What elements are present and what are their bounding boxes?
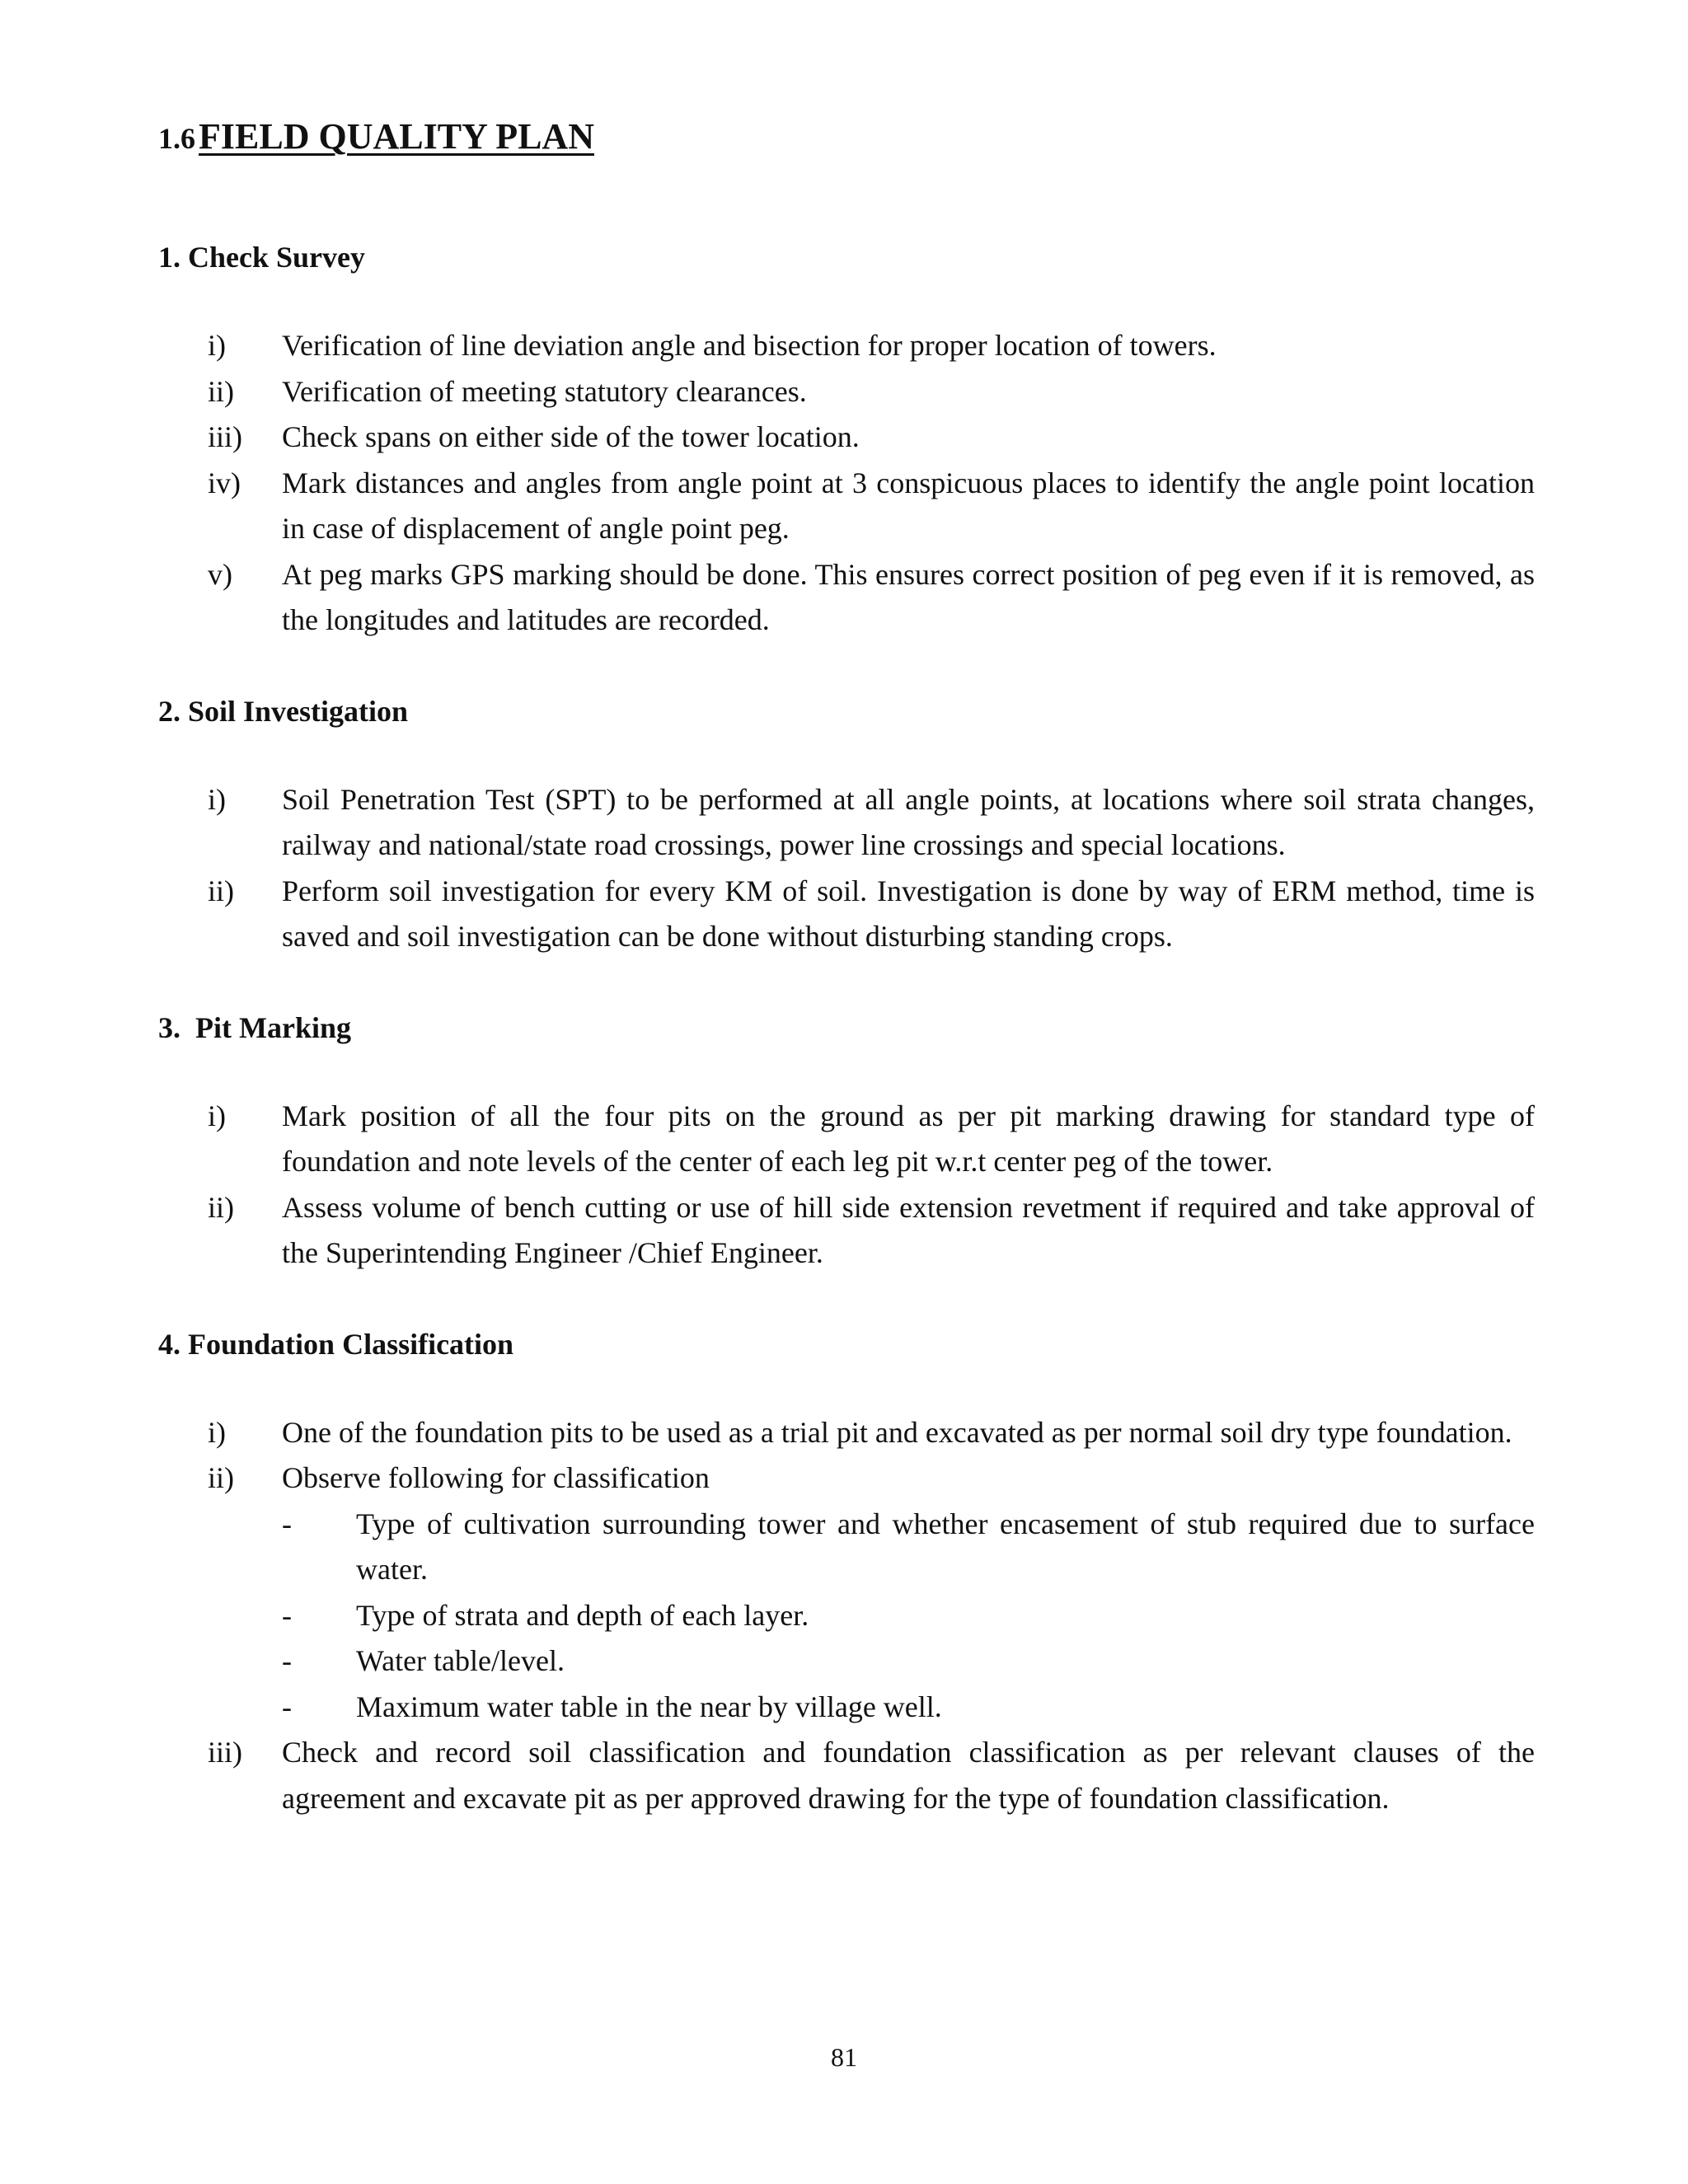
item-text-line: Observe following for classification	[282, 1461, 710, 1494]
list-item	[158, 777, 1535, 869]
item-marker: iii)	[208, 420, 242, 453]
item-marker: ii)	[208, 1461, 234, 1494]
sub-item-text: Type of cultivation surrounding tower and whether encasement of stub required due to surface water.	[356, 1507, 1535, 1586]
list-item	[158, 1730, 1535, 1821]
item-text: Check and record soil classification and foundation classification as per relevant clauses of the agreement and excavate pit as per approved drawing for the type of foundation classification.	[282, 1736, 1535, 1815]
section-heading: 3. Pit Marking	[158, 1010, 351, 1044]
item-marker: v)	[208, 557, 232, 591]
section-heading: 2. Soil Investigation	[158, 694, 409, 728]
item-marker: i)	[208, 1099, 226, 1132]
item-text: Mark distances and angles from angle point at 3 conspicuous places to identify the angle point location in case of displacement of angle point peg.	[282, 466, 1535, 545]
title-text: FIELD QUALITY PLAN	[199, 116, 594, 157]
list-item	[158, 461, 1535, 552]
item-marker: i)	[208, 1415, 226, 1449]
item-marker: ii)	[208, 374, 234, 408]
item-text: One of the foundation pits to be used as a trial pit and excavated as per normal soil dry type foundation.	[282, 1415, 1512, 1449]
item-marker: iv)	[208, 466, 241, 499]
sub-list-item	[282, 1638, 1535, 1685]
title-number: 1.6	[158, 122, 195, 155]
list-item	[158, 869, 1535, 960]
item-text	[282, 1455, 1535, 1730]
sub-list	[282, 1502, 1535, 1731]
item-marker: ii)	[208, 1190, 234, 1224]
list-item	[158, 415, 1535, 461]
list-item	[158, 369, 1535, 415]
item-text: Mark position of all the four pits on the ground as per pit marking drawing for standard type of foundation and note levels of the center of each leg pit w.r.t center peg of the tower.	[282, 1099, 1535, 1178]
section-soil-investigation	[158, 688, 1535, 960]
list-item	[158, 323, 1535, 369]
item-text: Verification of meeting statutory clearances.	[282, 374, 807, 408]
sub-item-text: Maximum water table in the near by village well.	[356, 1690, 942, 1723]
sub-item-marker: -	[282, 1507, 292, 1540]
sub-item-marker: -	[282, 1690, 292, 1723]
sub-list-item	[282, 1502, 1535, 1593]
sub-list-item	[282, 1685, 1535, 1731]
section-heading: 1. Check Survey	[158, 241, 365, 274]
sub-item-marker: -	[282, 1598, 292, 1632]
list-item	[158, 1455, 1535, 1730]
item-text: At peg marks GPS marking should be done. This ensures correct position of peg even if it is removed, as the longitudes and latitudes are recorded.	[282, 557, 1535, 636]
item-marker: iii)	[208, 1736, 242, 1769]
section-pit-marking	[158, 1005, 1535, 1277]
item-text: Soil Penetration Test (SPT) to be performed at all angle points, at locations where soil strata changes, railway and national/state road crossings, power line crossings and special locations.	[282, 782, 1535, 861]
sub-list-item	[282, 1593, 1535, 1639]
item-text: Perform soil investigation for every KM of soil. Investigation is done by way of ERM method, time is saved and soil investigation can be done without disturbing standing crops.	[282, 874, 1535, 953]
document-title	[158, 115, 1535, 173]
item-marker: i)	[208, 782, 226, 816]
document-page	[158, 115, 1535, 1866]
item-text: Verification of line deviation angle and bisection for proper location of towers.	[282, 329, 1217, 362]
section-foundation-classification	[158, 1321, 1535, 1822]
sub-item-text: Water table/level.	[356, 1644, 565, 1677]
item-marker: ii)	[208, 874, 234, 907]
item-text: Check spans on either side of the tower location.	[282, 420, 860, 453]
section-heading: 4. Foundation Classification	[158, 1327, 514, 1361]
item-text: Assess volume of bench cutting or use of hill side extension revetment if required and take approval of the Superintending Engineer /Chief Engineer.	[282, 1190, 1535, 1269]
sub-item-text: Type of strata and depth of each layer.	[356, 1598, 809, 1632]
item-marker: i)	[208, 329, 226, 362]
list-item	[158, 1094, 1535, 1185]
list-item	[158, 552, 1535, 644]
list-item	[158, 1185, 1535, 1277]
sub-item-marker: -	[282, 1644, 292, 1677]
page-number: 81	[831, 2042, 857, 2072]
section-check-survey	[158, 234, 1535, 644]
list-item	[158, 1410, 1535, 1456]
